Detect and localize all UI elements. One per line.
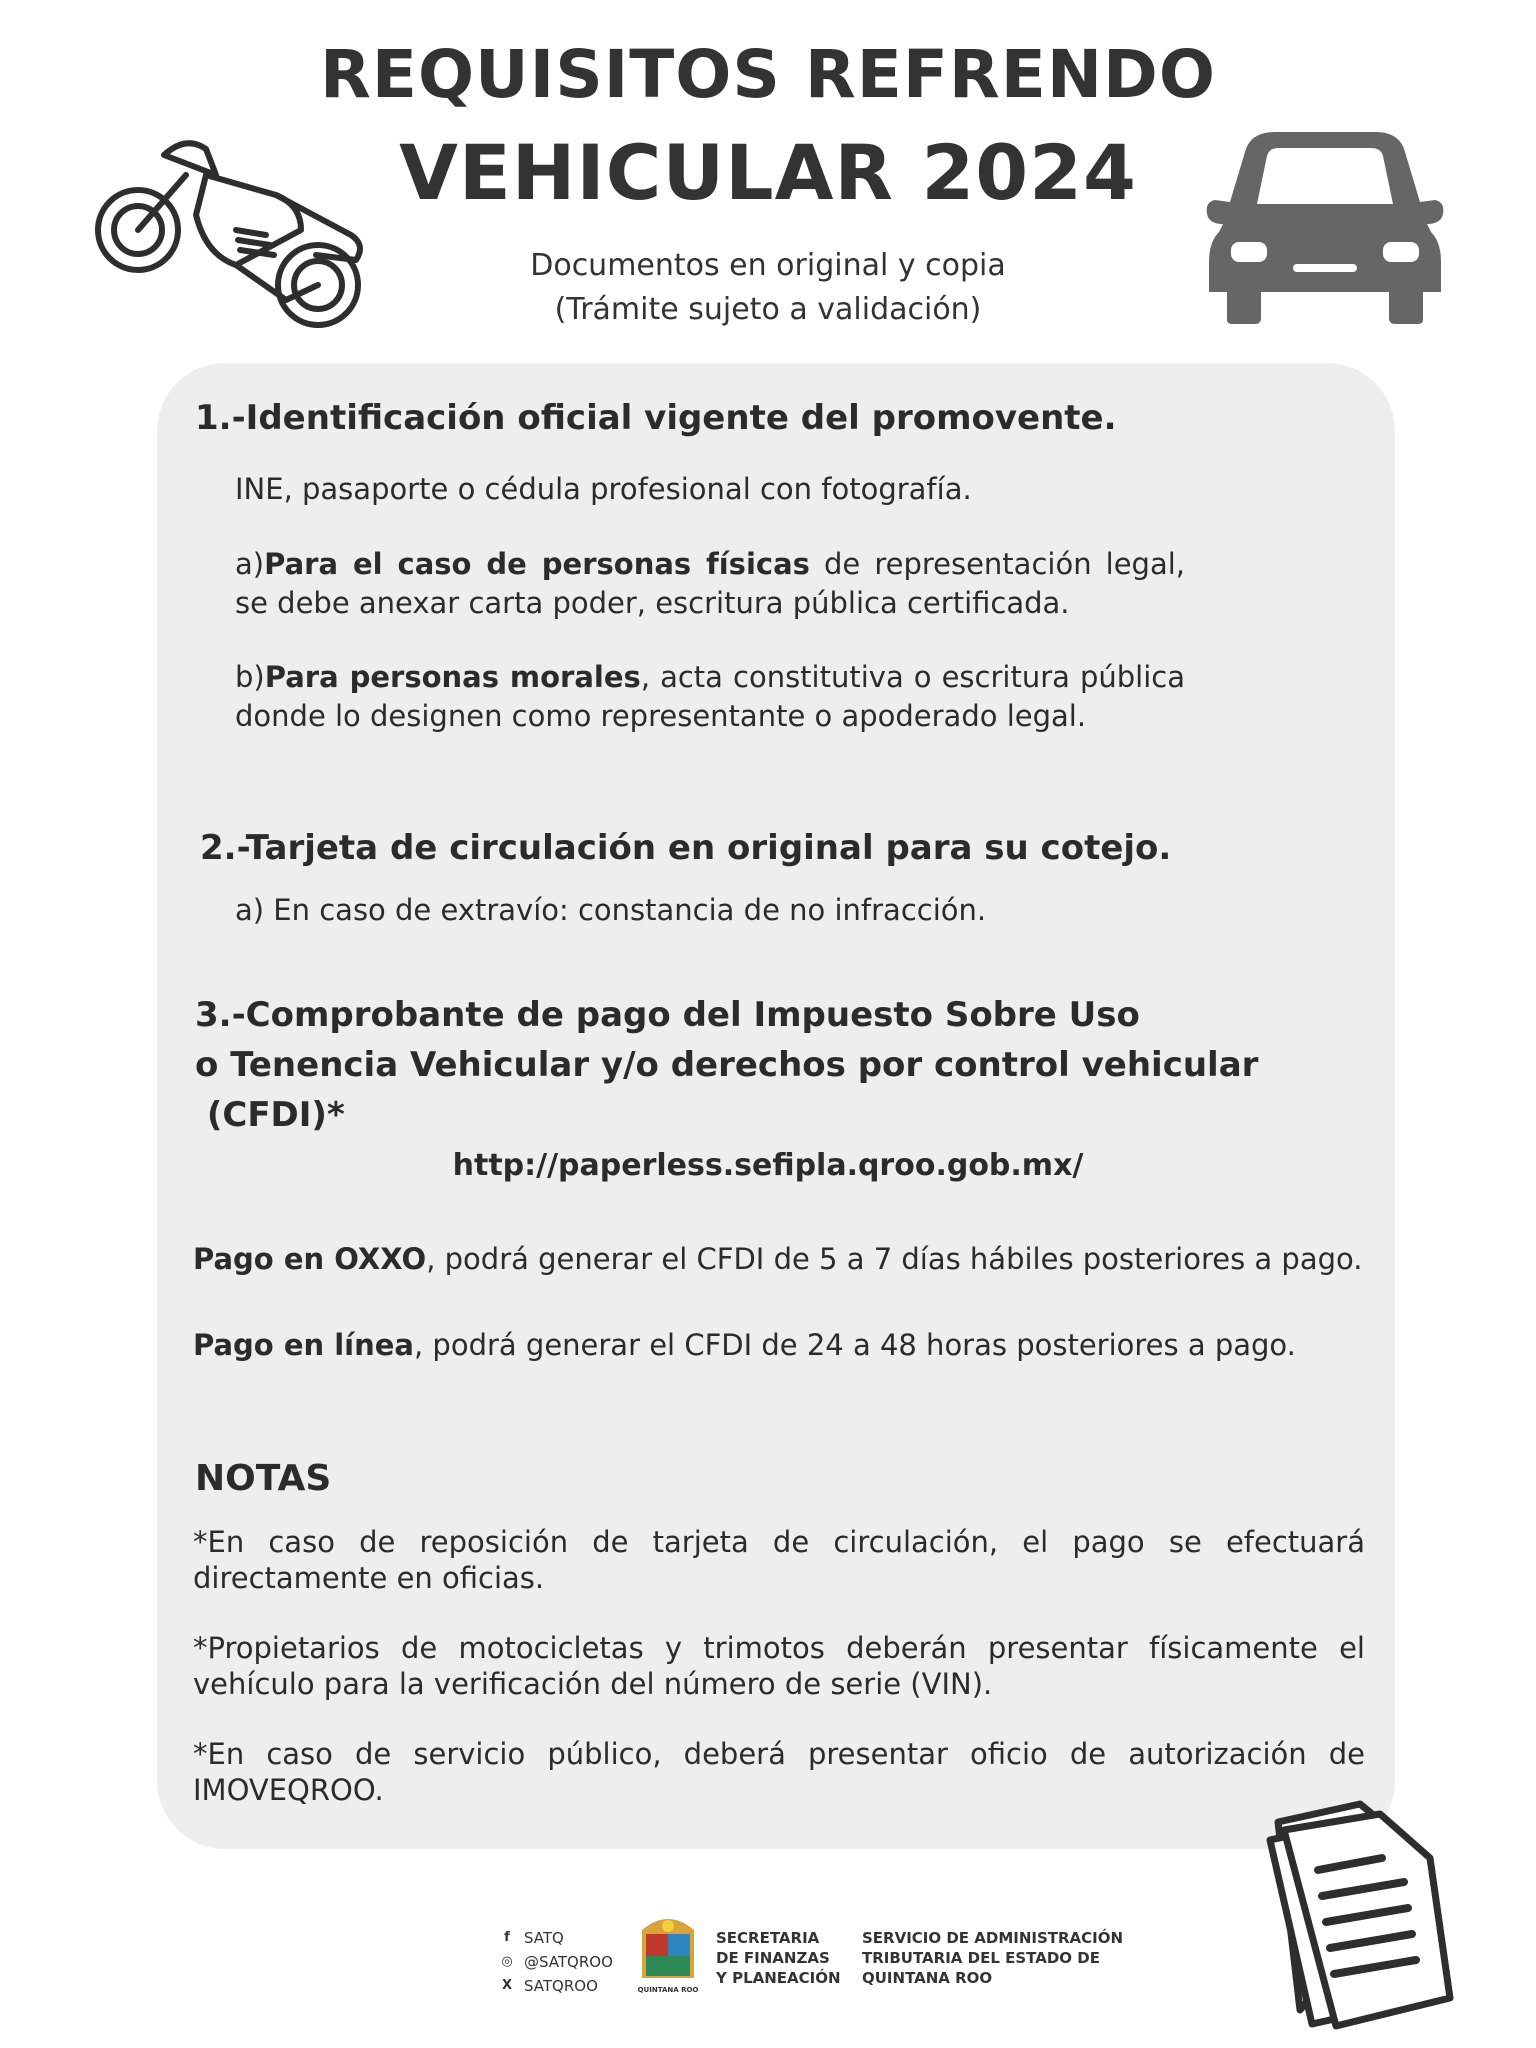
section2-item-a: a) En caso de extravío: constancia de no infracción. bbox=[235, 893, 987, 927]
sefipla-line: Y PLANEACIÓN bbox=[716, 1969, 841, 1987]
note-item: *En caso de servicio público, deberá presentar oficio de autorización de IMOVEQROO. bbox=[193, 1737, 1365, 1807]
quintana-roo-logo bbox=[636, 1908, 700, 2000]
sefipla-name bbox=[716, 1928, 841, 1988]
payment-oxxo bbox=[193, 1238, 1365, 1281]
sefipla-line: DE FINANZAS bbox=[716, 1949, 830, 1967]
social-links bbox=[500, 1926, 613, 1998]
section3-heading-line2: o Tenencia Vehicular y/o derechos por control vehicular bbox=[195, 1045, 1259, 1085]
section3-heading bbox=[195, 990, 1325, 1140]
notes-heading: NOTAS bbox=[195, 1458, 332, 1499]
documents-icon bbox=[1240, 1800, 1480, 2040]
section1-intro: INE, pasaporte o cédula profesional con fotografía. bbox=[235, 472, 972, 506]
section3-heading-line1: 3.-Comprobante de pago del Impuesto Sobre Uso bbox=[195, 995, 1140, 1035]
satq-line: SERVICIO DE ADMINISTRACIÓN bbox=[862, 1929, 1124, 1947]
payment-online bbox=[193, 1326, 1365, 1365]
logo-caption: QUINTANA ROO bbox=[637, 1986, 699, 1994]
section1-item-b bbox=[235, 658, 1185, 736]
motorcycle-icon bbox=[86, 135, 376, 335]
section3-heading-line3: (CFDI)* bbox=[195, 1095, 345, 1135]
section1-a-bold: Para el caso de personas físicas bbox=[264, 547, 810, 581]
instagram-icon: ◎ bbox=[501, 1954, 513, 1969]
payment-oxxo-rest: , podrá generar el CFDI de 5 a 7 días hábiles posteriores a pago. bbox=[426, 1242, 1363, 1276]
section2-heading: 2.-Tarjeta de circulación en original para su cotejo. bbox=[200, 828, 1172, 868]
facebook-icon: f bbox=[504, 1930, 510, 1945]
social-label: SATQ bbox=[524, 1929, 564, 1947]
section1-a-rest: de representación legal, se debe anexar carta poder, escritura pública certificada. bbox=[235, 547, 1185, 620]
sefipla-line: SECRETARIA bbox=[716, 1929, 820, 1947]
satq-line: QUINTANA ROO bbox=[862, 1969, 993, 1987]
page-title-line2: VEHICULAR 2024 bbox=[399, 128, 1137, 217]
section1-b-prefix: b) bbox=[235, 660, 265, 694]
social-instagram[interactable] bbox=[500, 1950, 613, 1974]
paperless-link[interactable]: http://paperless.sefipla.qroo.gob.mx/ bbox=[452, 1148, 1084, 1183]
car-icon bbox=[1205, 132, 1445, 324]
social-label: @SATQROO bbox=[524, 1953, 613, 1971]
social-facebook[interactable] bbox=[500, 1926, 613, 1950]
payment-oxxo-bold: Pago en OXXO bbox=[193, 1242, 427, 1276]
section1-b-rest: , acta constitutiva o escritura pública donde lo designen como representante o apoderado legal. bbox=[235, 660, 1185, 733]
subtitle-line1: Documentos en original y copia bbox=[530, 248, 1006, 283]
note-item: *Propietarios de motocicletas y trimotos deberán presentar físicamente el vehículo para la verificación del número de serie (VIN). bbox=[193, 1631, 1365, 1701]
x-icon: X bbox=[501, 1978, 513, 1993]
section1-item-a bbox=[235, 545, 1185, 623]
subtitle-line2: (Trámite sujeto a validación) bbox=[554, 292, 982, 327]
section1-b-bold: Para personas morales bbox=[264, 660, 641, 694]
payment-online-rest: , podrá generar el CFDI de 24 a 48 horas posteriores a pago. bbox=[414, 1328, 1296, 1362]
social-label: SATQROO bbox=[524, 1977, 598, 1995]
note-item: *En caso de reposición de tarjeta de circulación, el pago se efectuará directamente en oficias. bbox=[193, 1525, 1365, 1595]
social-x[interactable] bbox=[500, 1974, 613, 1998]
payment-online-bold: Pago en línea bbox=[193, 1328, 414, 1362]
satq-line: TRIBUTARIA DEL ESTADO DE bbox=[862, 1949, 1100, 1967]
section1-a-prefix: a) bbox=[235, 547, 265, 581]
satq-name bbox=[862, 1928, 1123, 1988]
page-title-line1: REQUISITOS REFRENDO bbox=[320, 36, 1216, 113]
section1-heading: 1.-Identificación oficial vigente del promovente. bbox=[195, 398, 1117, 438]
